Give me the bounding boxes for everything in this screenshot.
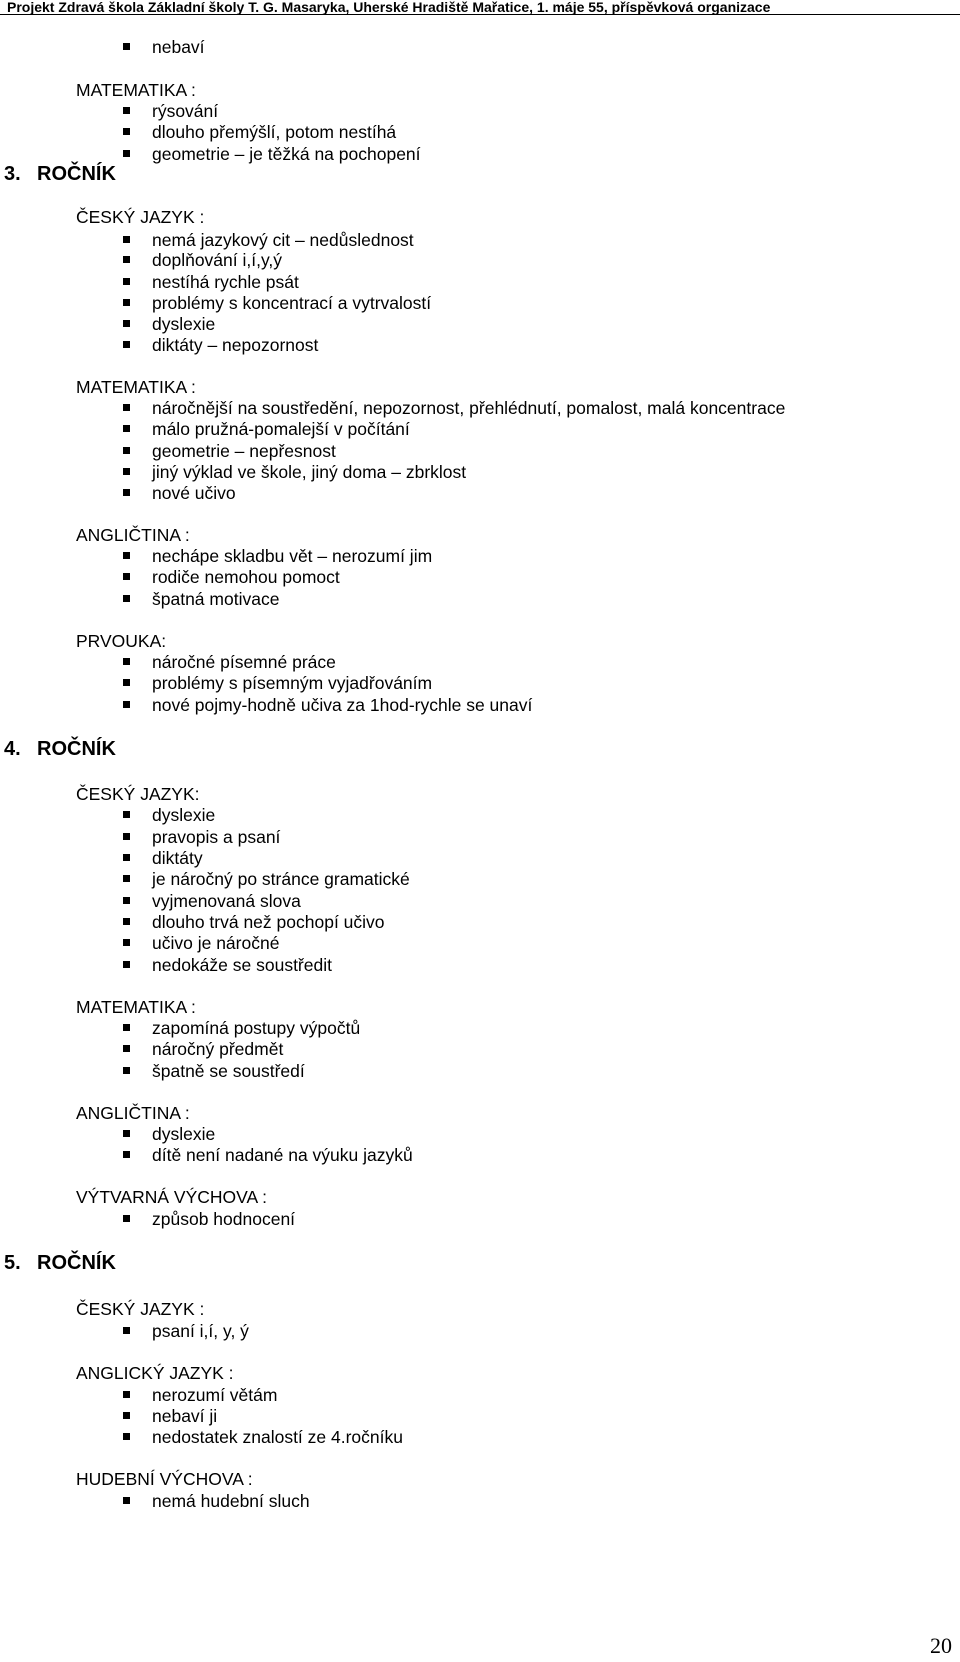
square-bullet-icon [123, 128, 130, 135]
square-bullet-icon [123, 1433, 130, 1440]
list-item: diktáty – nepozornost [152, 335, 319, 355]
square-bullet-icon [123, 468, 130, 475]
bullet-marker [123, 672, 130, 694]
subject-heading: VÝTVARNÁ VÝCHOVA : [76, 1187, 267, 1207]
list-item: nové pojmy-hodně učiva za 1hod-rychle se unaví [152, 695, 533, 715]
bullet-marker [123, 1384, 130, 1406]
bullet-marker [123, 566, 130, 588]
bullet-marker [123, 397, 130, 419]
subject-heading: MATEMATIKA : [76, 377, 196, 397]
subject-heading: ČESKÝ JAZYK : [76, 207, 205, 227]
square-bullet-icon [123, 1024, 130, 1031]
square-bullet-icon [123, 447, 130, 454]
subject-heading: ČESKÝ JAZYK: [76, 784, 200, 804]
bullet-marker [123, 121, 130, 143]
list-item: špatná motivace [152, 589, 280, 609]
bullet-marker [123, 651, 130, 673]
bullet-marker [123, 1017, 130, 1039]
list-item: rodiče nemohou pomoct [152, 567, 340, 587]
subject-heading: ANGLICKÝ JAZYK : [76, 1363, 234, 1383]
bullet-marker [123, 143, 130, 165]
square-bullet-icon [123, 489, 130, 496]
square-bullet-icon [123, 107, 130, 114]
square-bullet-icon [123, 573, 130, 580]
bullet-marker [123, 440, 130, 462]
bullet-marker [123, 249, 130, 271]
list-item: geometrie – nepřesnost [152, 441, 336, 461]
page-header: Projekt Zdravá škola Základní školy T. G. Masaryka, Uherské Hradiště Mařatice, 1. máje 55, příspěvková organizace [0, 0, 960, 15]
bullet-marker [123, 36, 130, 58]
bullet-marker [123, 1405, 130, 1427]
bullet-marker [123, 911, 130, 933]
square-bullet-icon [123, 1045, 130, 1052]
subject-heading: HUDEBNÍ VÝCHOVA : [76, 1469, 253, 1489]
list-item: nové učivo [152, 483, 236, 503]
list-item: náročnější na soustředění, nepozornost, přehlédnutí, pomalost, malá koncentrace [152, 398, 786, 418]
square-bullet-icon [123, 1067, 130, 1074]
list-item: nemá hudební sluch [152, 1491, 310, 1511]
square-bullet-icon [123, 278, 130, 285]
list-item: pravopis a psaní [152, 827, 281, 847]
bullet-marker [123, 545, 130, 567]
bullet-marker [123, 954, 130, 976]
list-item: diktáty [152, 848, 203, 868]
square-bullet-icon [123, 236, 130, 243]
list-item: náročné písemné práce [152, 652, 336, 672]
square-bullet-icon [123, 961, 130, 968]
bullet-marker [123, 694, 130, 716]
list-item: nechápe skladbu vět – nerozumí jim [152, 546, 433, 566]
bullet-marker [123, 890, 130, 912]
square-bullet-icon [123, 1327, 130, 1334]
bullet-marker [123, 826, 130, 848]
grade-label: ROČNÍK [37, 738, 116, 760]
list-item: dyslexie [152, 805, 216, 825]
bullet-marker [123, 229, 130, 251]
subject-heading: ČESKÝ JAZYK : [76, 1299, 205, 1319]
square-bullet-icon [123, 679, 130, 686]
page-number: 20 [930, 1633, 952, 1658]
list-item: náročný předmět [152, 1039, 284, 1059]
square-bullet-icon [123, 552, 130, 559]
bullet-marker [123, 1038, 130, 1060]
bullet-marker [123, 482, 130, 504]
list-item: problémy s koncentrací a vytrvalostí [152, 293, 432, 313]
list-item: vyjmenovaná slova [152, 891, 301, 911]
bullet-marker [123, 1320, 130, 1342]
square-bullet-icon [123, 1130, 130, 1137]
square-bullet-icon [123, 320, 130, 327]
square-bullet-icon [123, 404, 130, 411]
square-bullet-icon [123, 1151, 130, 1158]
grade-heading [4, 162, 116, 186]
list-item: nebaví ji [152, 1406, 218, 1426]
list-item: málo pružná-pomalejší v počítání [152, 419, 410, 439]
list-item: rýsování [152, 101, 219, 121]
list-item: způsob hodnocení [152, 1209, 296, 1229]
bullet-marker [123, 588, 130, 610]
square-bullet-icon [123, 341, 130, 348]
subject-heading: PRVOUKA: [76, 631, 167, 651]
list-item: nebaví [152, 37, 205, 57]
list-item: dyslexie [152, 314, 216, 334]
list-item: nedostatek znalostí ze 4.ročníku [152, 1427, 403, 1447]
bullet-marker [123, 847, 130, 869]
subject-heading: MATEMATIKA : [76, 997, 196, 1017]
grade-number: 3. [4, 163, 21, 185]
square-bullet-icon [123, 897, 130, 904]
bullet-marker [123, 1144, 130, 1166]
square-bullet-icon [123, 939, 130, 946]
square-bullet-icon [123, 833, 130, 840]
square-bullet-icon [123, 1391, 130, 1398]
square-bullet-icon [123, 875, 130, 882]
square-bullet-icon [123, 1497, 130, 1504]
list-item: nedokáže se soustředit [152, 955, 332, 975]
grade-heading [4, 1251, 116, 1275]
bullet-marker [123, 418, 130, 440]
bullet-marker [123, 1208, 130, 1230]
square-bullet-icon [123, 425, 130, 432]
square-bullet-icon [123, 811, 130, 818]
square-bullet-icon [123, 595, 130, 602]
square-bullet-icon [123, 918, 130, 925]
list-item: doplňování i,í,y,ý [152, 250, 283, 270]
list-item: nerozumí větám [152, 1385, 278, 1405]
bullet-marker [123, 932, 130, 954]
bullet-marker [123, 334, 130, 356]
list-item: nemá jazykový cit – nedůslednost [152, 230, 414, 250]
list-item: nestíhá rychle psát [152, 272, 299, 292]
bullet-marker [123, 461, 130, 483]
list-item: dyslexie [152, 1124, 216, 1144]
list-item: zapomíná postupy výpočtů [152, 1018, 361, 1038]
bullet-marker [123, 292, 130, 314]
grade-label: ROČNÍK [37, 163, 116, 185]
bullet-marker [123, 313, 130, 335]
bullet-marker [123, 1490, 130, 1512]
list-item: učivo je náročné [152, 933, 280, 953]
list-item: špatně se soustředí [152, 1061, 305, 1081]
square-bullet-icon [123, 701, 130, 708]
subject-heading: MATEMATIKA : [76, 80, 196, 100]
square-bullet-icon [123, 854, 130, 861]
list-item: jiný výklad ve škole, jiný doma – zbrklost [152, 462, 467, 482]
bullet-marker [123, 1060, 130, 1082]
list-item: je náročný po stránce gramatické [152, 869, 410, 889]
list-item: dítě není nadané na výuku jazyků [152, 1145, 413, 1165]
bullet-marker [123, 1123, 130, 1145]
bullet-marker [123, 1426, 130, 1448]
list-item: dlouho trvá než pochopí učivo [152, 912, 385, 932]
bullet-marker [123, 804, 130, 826]
square-bullet-icon [123, 299, 130, 306]
grade-number: 4. [4, 738, 21, 760]
grade-heading [4, 737, 116, 761]
square-bullet-icon [123, 1412, 130, 1419]
bullet-marker [123, 271, 130, 293]
square-bullet-icon [123, 43, 130, 50]
bullet-marker [123, 100, 130, 122]
square-bullet-icon [123, 256, 130, 263]
bullet-marker [123, 868, 130, 890]
square-bullet-icon [123, 150, 130, 157]
grade-number: 5. [4, 1252, 21, 1274]
square-bullet-icon [123, 658, 130, 665]
square-bullet-icon [123, 1215, 130, 1222]
list-item: dlouho přemýšlí, potom nestíhá [152, 122, 397, 142]
list-item: problémy s písemným vyjadřováním [152, 673, 433, 693]
subject-heading: ANGLIČTINA : [76, 1103, 190, 1123]
subject-heading: ANGLIČTINA : [76, 525, 190, 545]
list-item: psaní i,í, y, ý [152, 1321, 249, 1341]
list-item: geometrie – je těžká na pochopení [152, 144, 421, 164]
grade-label: ROČNÍK [37, 1252, 116, 1274]
